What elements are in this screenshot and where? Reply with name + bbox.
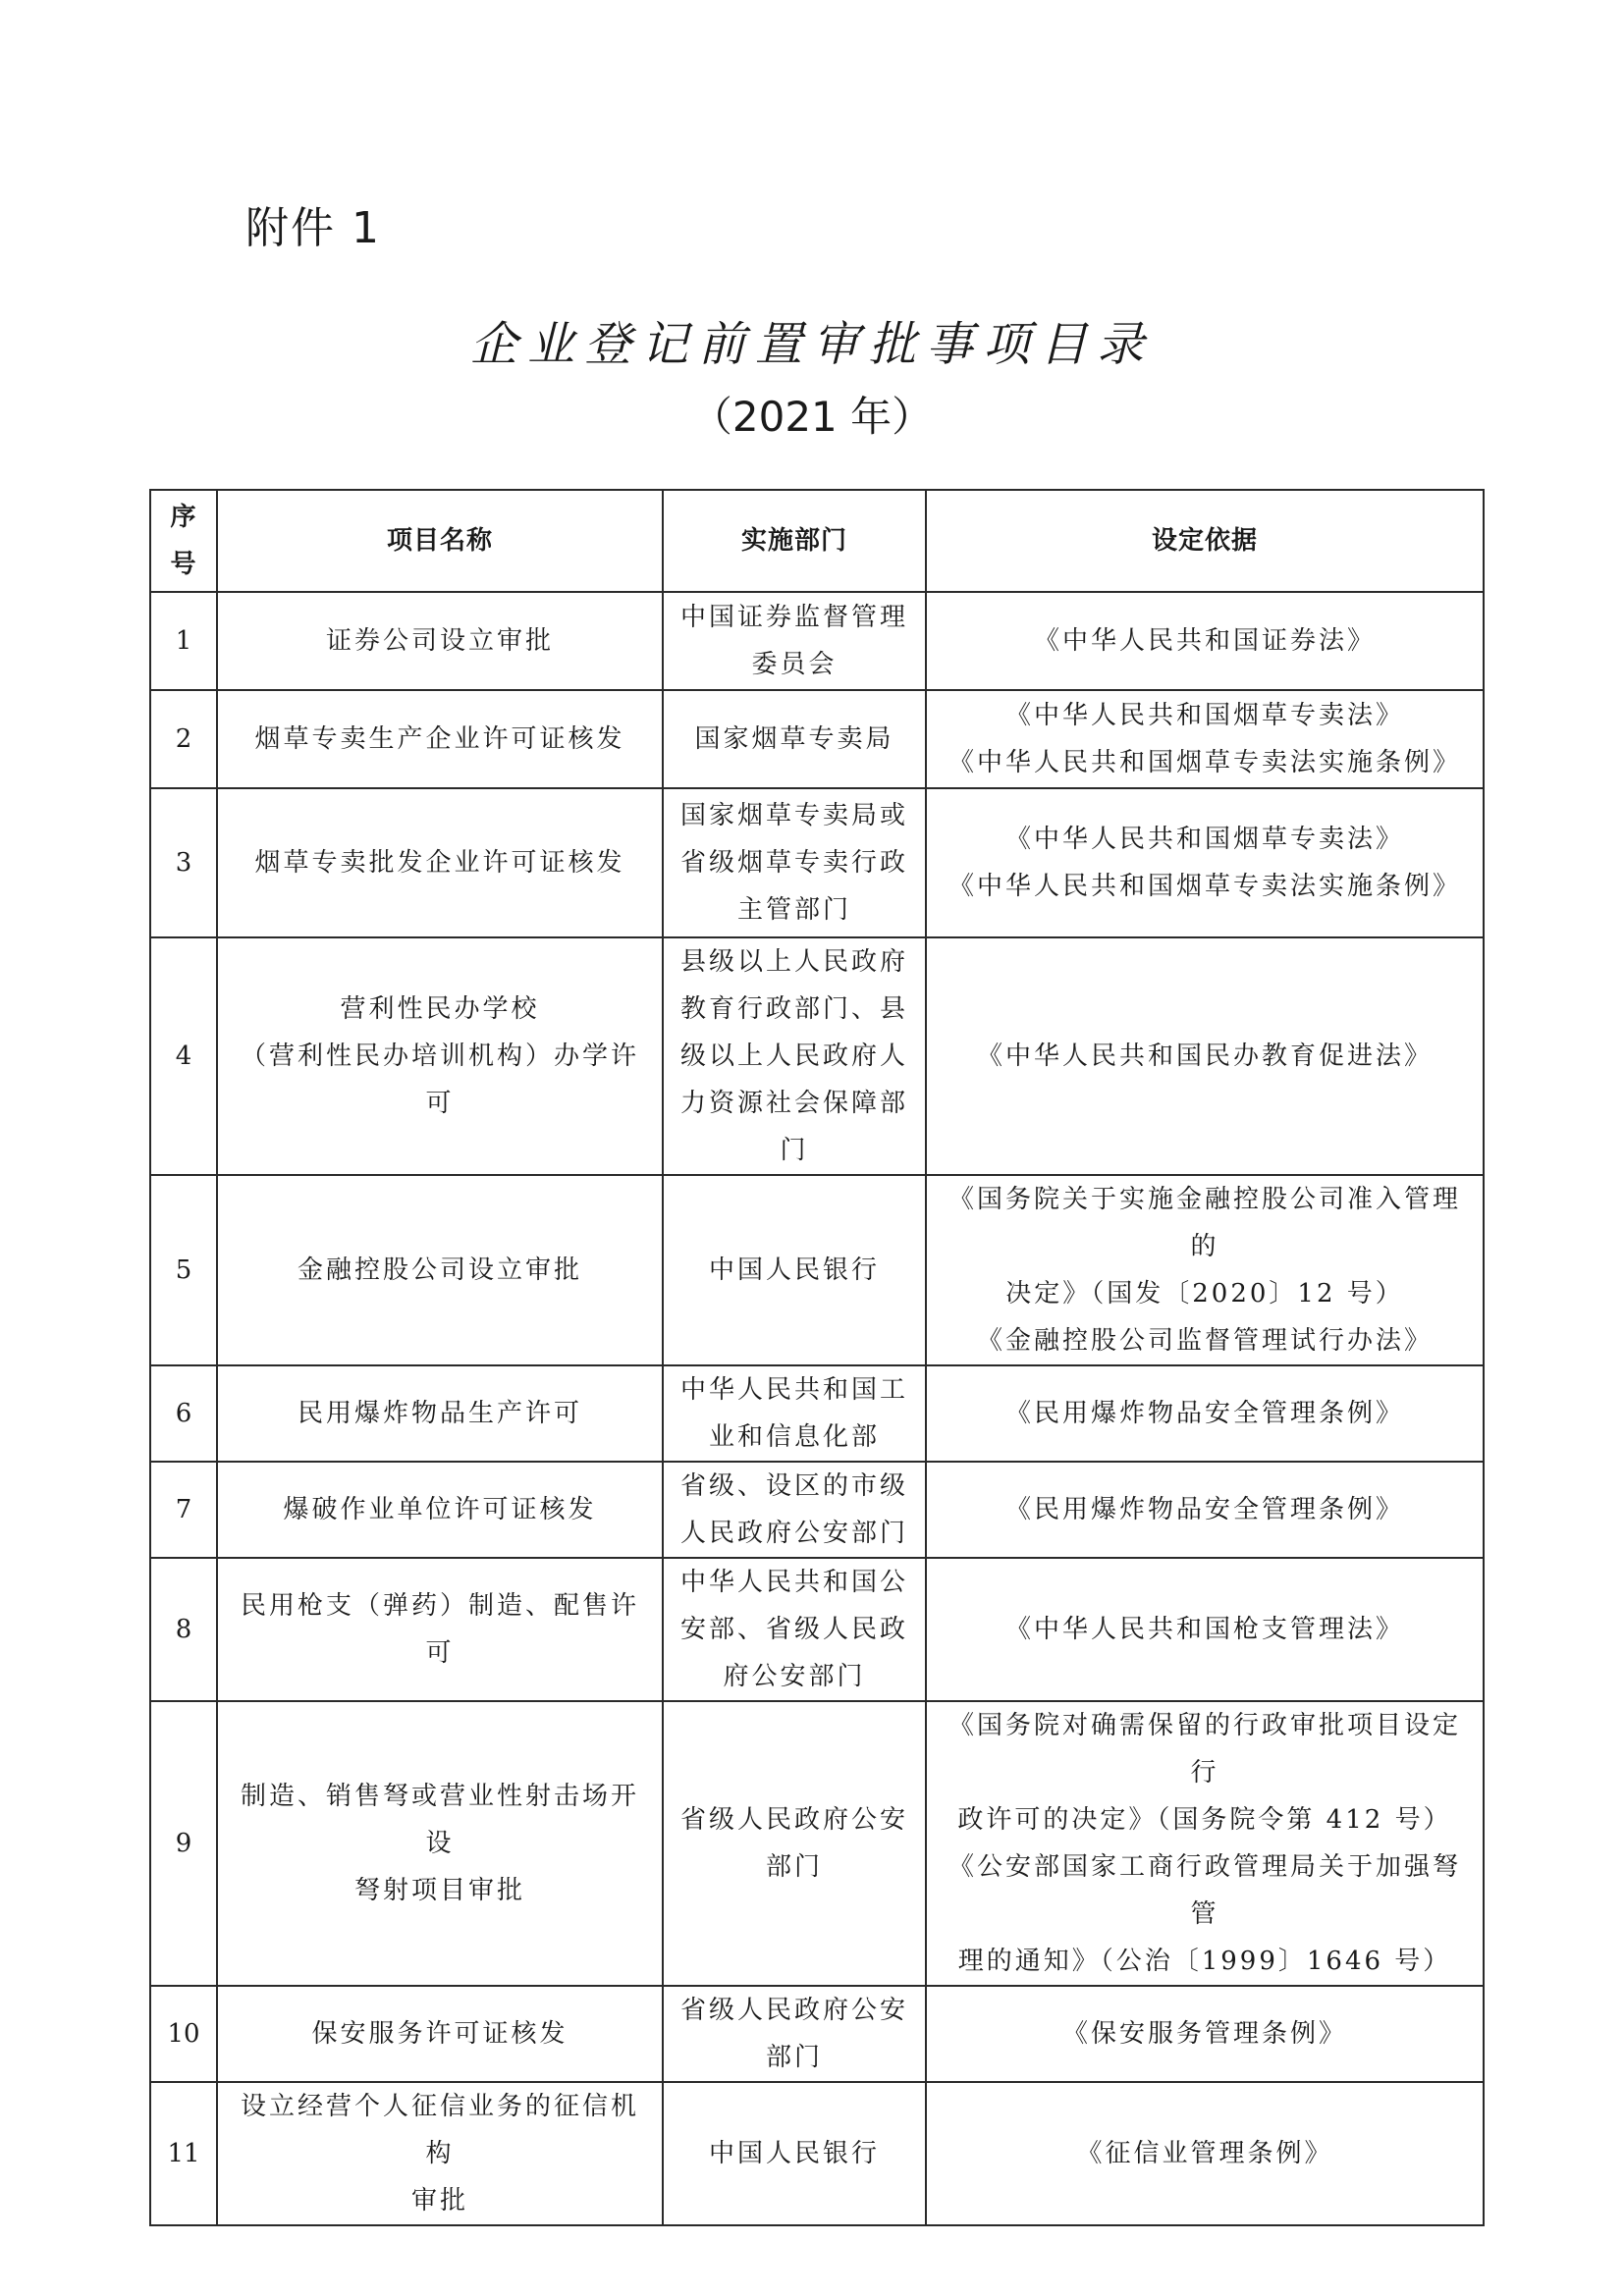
cell-dept-line: 府公安部门 <box>723 1662 866 1691</box>
cell-dept-line: 中国人民银行 <box>708 2139 880 2168</box>
cell-basis-line: 《公安部国家工商行政管理局关于加强弩管 <box>947 1852 1461 1929</box>
table-row <box>150 937 1484 1175</box>
table-row <box>150 1701 1484 1986</box>
cell-basis-line: 《中华人民共和国烟草专卖法》 <box>1004 701 1404 730</box>
cell-name-line: 设立经营个人征信业务的征信机构 <box>240 2092 639 2168</box>
header-name: 项目名称 <box>217 490 663 592</box>
cell-basis-line: 《国务院对确需保留的行政审批项目设定行 <box>947 1711 1461 1788</box>
table-body <box>150 592 1484 2225</box>
document-title: 企业登记前置审批事项目录 <box>469 317 1154 372</box>
cell-seq: 3 <box>150 788 217 937</box>
cell-basis <box>926 690 1484 788</box>
cell-name <box>217 1558 663 1701</box>
cell-dept-line: 门 <box>780 1136 809 1165</box>
cell-dept-line: 委员会 <box>751 650 838 679</box>
header-dept: 实施部门 <box>663 490 926 592</box>
cell-dept <box>663 1986 926 2082</box>
cell-dept-line: 业和信息化部 <box>708 1422 880 1452</box>
document-year: （2021 年） <box>690 393 934 441</box>
cell-dept-line: 级以上人民政府人 <box>679 1041 908 1071</box>
cell-basis-line: 《中华人民共和国烟草专卖法实施条例》 <box>947 872 1461 901</box>
table-row <box>150 1558 1484 1701</box>
cell-dept <box>663 937 926 1175</box>
cell-dept-line: 力资源社会保障部 <box>679 1089 908 1118</box>
cell-basis <box>926 1365 1484 1462</box>
table-row <box>150 1365 1484 1462</box>
cell-dept-line: 人民政府公安部门 <box>679 1519 908 1548</box>
cell-name-line: 金融控股公司设立审批 <box>297 1255 582 1285</box>
cell-name-line: 烟草专卖批发企业许可证核发 <box>254 848 625 878</box>
cell-dept-line: 中华人民共和国工 <box>679 1375 908 1405</box>
table-row <box>150 592 1484 690</box>
cell-name-line: 营利性民办学校 <box>340 994 540 1024</box>
cell-basis-line: 《中华人民共和国烟草专卖法》 <box>1004 825 1404 854</box>
cell-dept <box>663 1175 926 1365</box>
cell-dept <box>663 1365 926 1462</box>
cell-name-line: 证券公司设立审批 <box>325 626 554 656</box>
table-row <box>150 2082 1484 2225</box>
cell-basis-line: 《中华人民共和国烟草专卖法实施条例》 <box>947 748 1461 777</box>
cell-dept-line: 国家烟草专卖局或 <box>679 801 908 830</box>
cell-dept <box>663 1462 926 1558</box>
cell-name-line: （营利性民办培训机构）办学许可 <box>240 1041 639 1118</box>
cell-dept <box>663 1558 926 1701</box>
cell-basis-line: 政许可的决定》（国务院令第 412 号） <box>957 1805 1452 1835</box>
cell-name <box>217 1175 663 1365</box>
cell-dept-line: 省级烟草专卖行政 <box>679 848 908 878</box>
cell-seq: 8 <box>150 1558 217 1701</box>
cell-basis-line: 《征信业管理条例》 <box>1076 2139 1333 2168</box>
cell-dept-line: 部门 <box>765 2043 823 2072</box>
cell-seq: 2 <box>150 690 217 788</box>
cell-basis-line: 《中华人民共和国枪支管理法》 <box>1004 1615 1404 1644</box>
cell-basis-line: 《中华人民共和国证券法》 <box>1033 626 1376 656</box>
cell-name <box>217 1701 663 1986</box>
cell-dept <box>663 592 926 690</box>
cell-basis <box>926 1462 1484 1558</box>
table-row <box>150 788 1484 937</box>
cell-basis-line: 理的通知》（公治〔1999〕1646 号） <box>957 1947 1452 1976</box>
cell-dept-line: 国家烟草专卖局 <box>694 724 894 754</box>
cell-name <box>217 937 663 1175</box>
cell-name-line: 审批 <box>410 2186 468 2216</box>
cell-seq: 4 <box>150 937 217 1175</box>
cell-basis-line: 《国务院关于实施金融控股公司准入管理的 <box>947 1185 1461 1261</box>
cell-seq: 10 <box>150 1986 217 2082</box>
cell-basis-line: 《民用爆炸物品安全管理条例》 <box>1004 1495 1404 1524</box>
cell-basis <box>926 1986 1484 2082</box>
table-row <box>150 1175 1484 1365</box>
cell-name <box>217 2082 663 2225</box>
cell-dept-line: 省级人民政府公安 <box>679 1805 908 1835</box>
cell-name <box>217 592 663 690</box>
cell-dept-line: 主管部门 <box>736 895 851 925</box>
table-header-row <box>150 490 1484 592</box>
cell-basis <box>926 788 1484 937</box>
cell-basis <box>926 1175 1484 1365</box>
cell-seq: 9 <box>150 1701 217 1986</box>
cell-dept-line: 部门 <box>765 1852 823 1882</box>
cell-name-line: 制造、销售弩或营业性射击场开设 <box>240 1782 639 1858</box>
cell-dept-line: 省级、设区的市级 <box>679 1471 908 1501</box>
cell-basis-line: 《中华人民共和国民办教育促进法》 <box>976 1041 1433 1071</box>
cell-dept-line: 中国人民银行 <box>708 1255 880 1285</box>
cell-basis-line: 《民用爆炸物品安全管理条例》 <box>1004 1399 1404 1428</box>
cell-seq: 7 <box>150 1462 217 1558</box>
cell-basis <box>926 937 1484 1175</box>
header-seq <box>150 490 217 592</box>
cell-dept <box>663 788 926 937</box>
header-basis: 设定依据 <box>926 490 1484 592</box>
cell-name <box>217 788 663 937</box>
approval-catalog-table <box>149 489 1485 2226</box>
header-seq-line: 序 <box>170 503 197 532</box>
cell-dept-line: 县级以上人民政府 <box>679 947 908 977</box>
cell-basis-line: 《保安服务管理条例》 <box>1061 2019 1347 2049</box>
cell-name-line: 民用爆炸物品生产许可 <box>297 1399 582 1428</box>
cell-dept <box>663 690 926 788</box>
cell-dept-line: 安部、省级人民政 <box>679 1615 908 1644</box>
cell-seq: 1 <box>150 592 217 690</box>
cell-basis <box>926 1701 1484 1986</box>
cell-dept-line: 中国证券监督管理 <box>679 603 908 632</box>
table-row <box>150 1986 1484 2082</box>
cell-dept <box>663 2082 926 2225</box>
cell-name <box>217 1365 663 1462</box>
header-seq-line: 号 <box>170 550 197 579</box>
cell-basis <box>926 592 1484 690</box>
cell-seq: 5 <box>150 1175 217 1365</box>
cell-name <box>217 1986 663 2082</box>
cell-name-line: 保安服务许可证核发 <box>311 2019 568 2049</box>
attachment-label: 附件 1 <box>245 203 381 253</box>
cell-dept-line: 教育行政部门、县 <box>679 994 908 1024</box>
cell-name-line: 民用枪支（弹药）制造、配售许可 <box>240 1591 639 1668</box>
cell-basis-line: 决定》（国发〔2020〕12 号） <box>1005 1279 1404 1308</box>
cell-name-line: 弩射项目审批 <box>353 1876 525 1905</box>
cell-name-line: 爆破作业单位许可证核发 <box>283 1495 597 1524</box>
cell-dept <box>663 1701 926 1986</box>
table-row <box>150 690 1484 788</box>
cell-basis-line: 《金融控股公司监督管理试行办法》 <box>976 1326 1433 1356</box>
cell-dept-line: 中华人民共和国公 <box>679 1568 908 1597</box>
cell-seq: 11 <box>150 2082 217 2225</box>
cell-name <box>217 690 663 788</box>
cell-basis <box>926 2082 1484 2225</box>
cell-dept-line: 省级人民政府公安 <box>679 1996 908 2025</box>
cell-name <box>217 1462 663 1558</box>
table-row <box>150 1462 1484 1558</box>
cell-name-line: 烟草专卖生产企业许可证核发 <box>254 724 625 754</box>
cell-seq: 6 <box>150 1365 217 1462</box>
cell-basis <box>926 1558 1484 1701</box>
